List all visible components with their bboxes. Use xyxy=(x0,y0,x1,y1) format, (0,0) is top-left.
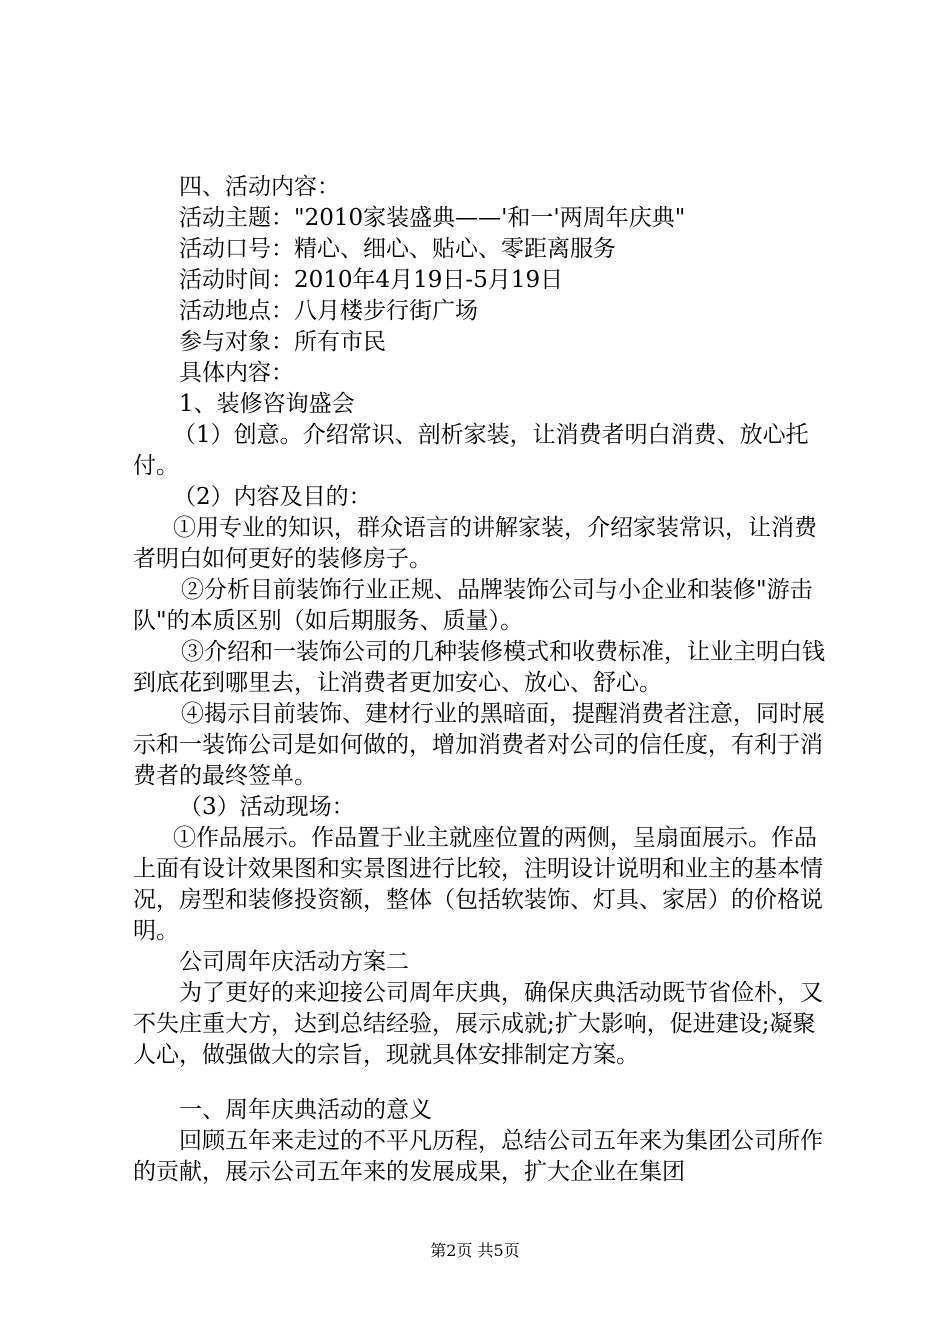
activity-participants: 参与对象：所有市民 xyxy=(179,329,386,355)
list-item: ②分析目前装饰行业正规、品牌装饰公司与小企业和装修"游击队"的本质区别（如后期服务、质量）。 xyxy=(133,577,813,634)
section-heading: 四、活动内容： xyxy=(179,174,340,200)
paragraph: 回顾五年来走过的不平凡历程，总结公司五年来为集团公司所作的贡献，展示公司五年来的发展成果，扩大企业在集团 xyxy=(133,1128,823,1185)
list-item: ③介绍和一装饰公司的几种装修模式和收费标准，让业主明白钱到底花到哪里去，让消费者更加安心、放心、舒心。 xyxy=(133,639,825,696)
subsection-heading: 1、装修咨询盛会 xyxy=(179,391,355,417)
section-heading: 一、周年庆典活动的意义 xyxy=(179,1097,432,1123)
paragraph: （1）创意。介绍常识、剖析家装，让消费者明白消费、放心托付。 xyxy=(133,422,809,479)
list-item: ①作品展示。作品置于业主就座位置的两侧，呈扇面展示。作品上面有设计效果图和实景图进行比较，注明设计说明和业主的基本情况，房型和装修投资额，整体（包括软装饰、灯具、家居）的价格说明。 xyxy=(133,825,823,944)
page-footer: 第2页 共5页 xyxy=(430,1241,520,1260)
activity-time: 活动时间：2010年4月19日-5月19日 xyxy=(179,267,564,293)
activity-slogan: 活动口号：精心、细心、贴心、零距离服务 xyxy=(179,236,616,262)
paragraph: （2）内容及目的： xyxy=(173,484,372,510)
list-item: ①用专业的知识，群众语言的讲解家装，介绍家装常识，让消费者明白如何更好的装修房子。 xyxy=(133,515,817,572)
activity-theme: 活动主题："2010家装盛典——'和一'两周年庆典" xyxy=(179,205,686,231)
paragraph: （3）活动现场： xyxy=(179,794,355,820)
spacer xyxy=(133,1071,833,1095)
document-body xyxy=(133,172,833,1188)
list-item: ④揭示目前装饰、建材行业的黑暗面，提醒消费者注意，同时展示和一装饰公司是如何做的，增加消费者对公司的信任度，有利于消费者的最终签单。 xyxy=(133,701,825,789)
section-title: 公司周年庆活动方案二 xyxy=(179,949,409,975)
activity-location: 活动地点：八月楼步行街广场 xyxy=(179,298,478,324)
specific-content-label: 具体内容： xyxy=(179,360,294,386)
paragraph: 为了更好的来迎接公司周年庆典，确保庆典活动既节省俭朴，又不失庄重大方，达到总结经验，展示成就;扩大影响，促进建设;凝聚人心，做强做大的宗旨，现就具体安排制定方案。 xyxy=(133,980,823,1068)
